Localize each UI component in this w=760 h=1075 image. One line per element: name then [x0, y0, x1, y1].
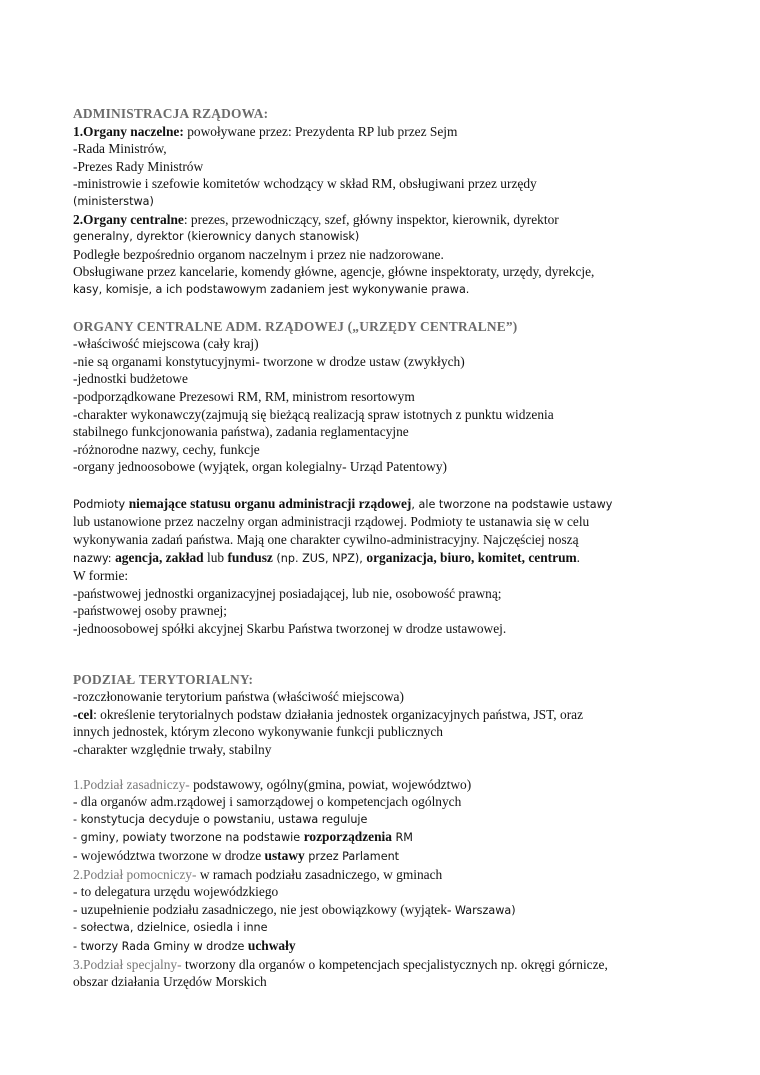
text-line: [73, 956, 703, 974]
text-line: W formie:: [73, 568, 129, 584]
bold-term: Organy centralne: [83, 211, 184, 227]
text-line: -jednostki budżetowe: [73, 371, 188, 387]
text-line: -ministrowie i szefowie komitetów wchodzący w skład RM, obsługiwani przez urzędy: [73, 176, 537, 192]
text-span: .: [576, 549, 581, 565]
text-line: -organy jednoosobowe (wyjątek, organ kolegialny- Urząd Patentowy): [73, 459, 447, 475]
text-line: kasy, komisje, a ich podstawowym zadaniem jest wykonywanie prawa.: [73, 282, 470, 296]
text-line: -różnorodne nazwy, cechy, funkcje: [73, 441, 260, 457]
bold-term: fundusz: [227, 549, 273, 565]
text-line: -nie są organami konstytucyjnymi- tworzone w drodze ustaw (zwykłych): [73, 353, 465, 369]
spacer: [73, 476, 703, 495]
text-line: -rozczłonowanie terytorium państwa (właściwość miejscowa): [73, 689, 404, 705]
text-span: podstawowy, ogólny(gmina, powiat, województwo): [189, 776, 472, 792]
text-line: -podporządkowane Prezesowi RM, RM, ministrom resortowym: [73, 388, 415, 404]
text-line: - konstytucja decyduje o powstaniu, ustawa reguluje: [73, 812, 368, 826]
text-line: -charakter wykonawczy(zajmują się bieżącą realizacją spraw istotnych z punktu widzenia: [73, 406, 554, 422]
spacer: [73, 638, 703, 671]
text-line: [73, 776, 703, 794]
text-line: - to delegatura urzędu wojewódzkiego: [73, 884, 279, 900]
text-line: -charakter względnie trwały, stabilny: [73, 742, 272, 757]
spacer: [73, 759, 703, 776]
text-line: [73, 901, 703, 920]
text-line: [73, 495, 703, 514]
text-line: -Prezes Rady Ministrów: [73, 158, 204, 174]
text-span: : prezes, przewodniczący, szef, główny inspektor, kierownik, dyrektor: [183, 211, 559, 227]
text-line: [73, 211, 703, 229]
text-span: (np. ZUS, NPZ),: [272, 551, 367, 565]
text-line: [73, 866, 703, 884]
bold-term: agencja, zakład: [115, 549, 204, 565]
text-line: [73, 123, 703, 141]
spacer: [73, 299, 703, 318]
document-body: [73, 105, 703, 991]
text-span: w ramach podziału zasadniczego, w gminach: [196, 866, 443, 882]
text-span: - uzupełnienie podziału zasadniczego, nie jest obowiązkowy (wyjątek-: [73, 901, 455, 917]
text-span: : określenie terytorialnych podstaw działania jednostek organizacyjnych państwa, JST, oraz: [93, 706, 584, 722]
section-administracja-rzadowa: [73, 105, 703, 299]
text-span: - gminy, powiaty tworzone na podstawie: [73, 831, 304, 845]
list-number: 1.: [73, 123, 84, 139]
section-podzial-terytorialny: [73, 671, 703, 759]
text-line: -państwowej jednostki organizacyjnej posiadającej, lub nie, osobowość prawną;: [73, 585, 502, 601]
section-podmioty: [73, 495, 703, 638]
section-heading: ORGANY CENTRALNE ADM. RZĄDOWEJ („URZĘDY CENTRALNE”): [73, 318, 518, 334]
text-line: -jednoosobowej spółki akcyjnej Skarbu Państwa tworzonej w drodze ustawowej.: [73, 621, 507, 637]
text-line: - dla organów adm.rządowej i samorządowej o kompetencjach ogólnych: [73, 794, 462, 810]
bold-term: Organy naczelne:: [83, 123, 184, 139]
text-line: [73, 828, 703, 847]
bold-term: -cel: [73, 706, 94, 722]
text-line: generalny, dyrektor (kierownicy danych stanowisk): [73, 230, 360, 244]
section-heading: ADMINISTRACJA RZĄDOWA:: [73, 106, 269, 121]
list-number: 2.: [73, 211, 84, 227]
bold-term: ustawy: [264, 847, 305, 863]
text-line: [73, 937, 703, 956]
text-span: RM: [391, 831, 413, 845]
bold-term: organizacja, biuro, komitet, centrum: [366, 549, 577, 565]
bold-term: rozporządzenia: [303, 829, 392, 845]
text-line: lub ustanowione przez naczelny organ administracji rządowej. Podmioty te ustanawia się w celu: [73, 514, 590, 530]
text-line: - sołectwa, dzielnice, osiedla i inne: [73, 921, 268, 935]
text-line: stabilnego funkcjonowania państwa), zadania reglamentacyjne: [73, 424, 409, 440]
text-line: wykonywania zadań państwa. Mają one charakter cywilno-administracyjny. Najczęściej noszą: [73, 532, 579, 548]
section-heading: PODZIAŁ TERYTORIALNY:: [73, 671, 254, 687]
text-line: (ministerstwa): [73, 194, 154, 208]
subheading-span: 3.Podział specjalny-: [73, 956, 182, 972]
text-span: lub: [203, 549, 228, 565]
text-line: obszar działania Urzędów Morskich: [73, 974, 267, 990]
text-span: Warszawa): [454, 903, 516, 917]
text-line: Podległe bezpośrednio organom naczelnym i przez nie nadzorowane.: [73, 246, 444, 262]
text-line: -Rada Ministrów,: [73, 141, 167, 157]
text-span: - województwa tworzone w drodze: [73, 847, 265, 863]
text-span: tworzony dla organów o kompetencjach specjalistycznych np. okręgi górnicze,: [181, 956, 608, 972]
text-line: [73, 549, 703, 568]
section-organy-centralne: [73, 318, 703, 476]
text-line: innych jednostek, którym zlecono wykonywanie funkcji publicznych: [73, 724, 444, 740]
text-line: [73, 706, 703, 724]
text-span: przez Parlament: [304, 849, 400, 863]
subheading-span: 1.Podział zasadniczy-: [73, 776, 190, 792]
bold-term: niemające statusu organu administracji rządowej: [128, 495, 412, 511]
section-rodzaje-podzialu: [73, 776, 703, 991]
text-span: - tworzy Rada Gminy w drodze: [73, 939, 248, 953]
bold-term: uchwały: [247, 937, 296, 953]
text-span: powoływane przez: Prezydenta RP lub przez Sejm: [183, 123, 458, 139]
text-span: , ale tworzone na podstawie ustawy: [411, 497, 613, 511]
subheading-span: 2.Podział pomocniczy-: [73, 866, 197, 882]
text-line: [73, 847, 703, 866]
text-line: -państwowej osoby prawnej;: [73, 603, 227, 619]
text-span: nazwy:: [73, 551, 116, 565]
text-line: Obsługiwane przez kancelarie, komendy główne, agencje, główne inspektoraty, urzędy, dyrekcje,: [73, 264, 595, 280]
text-line: -właściwość miejscowa (cały kraj): [73, 336, 259, 352]
text-span: Podmioty: [73, 497, 129, 511]
